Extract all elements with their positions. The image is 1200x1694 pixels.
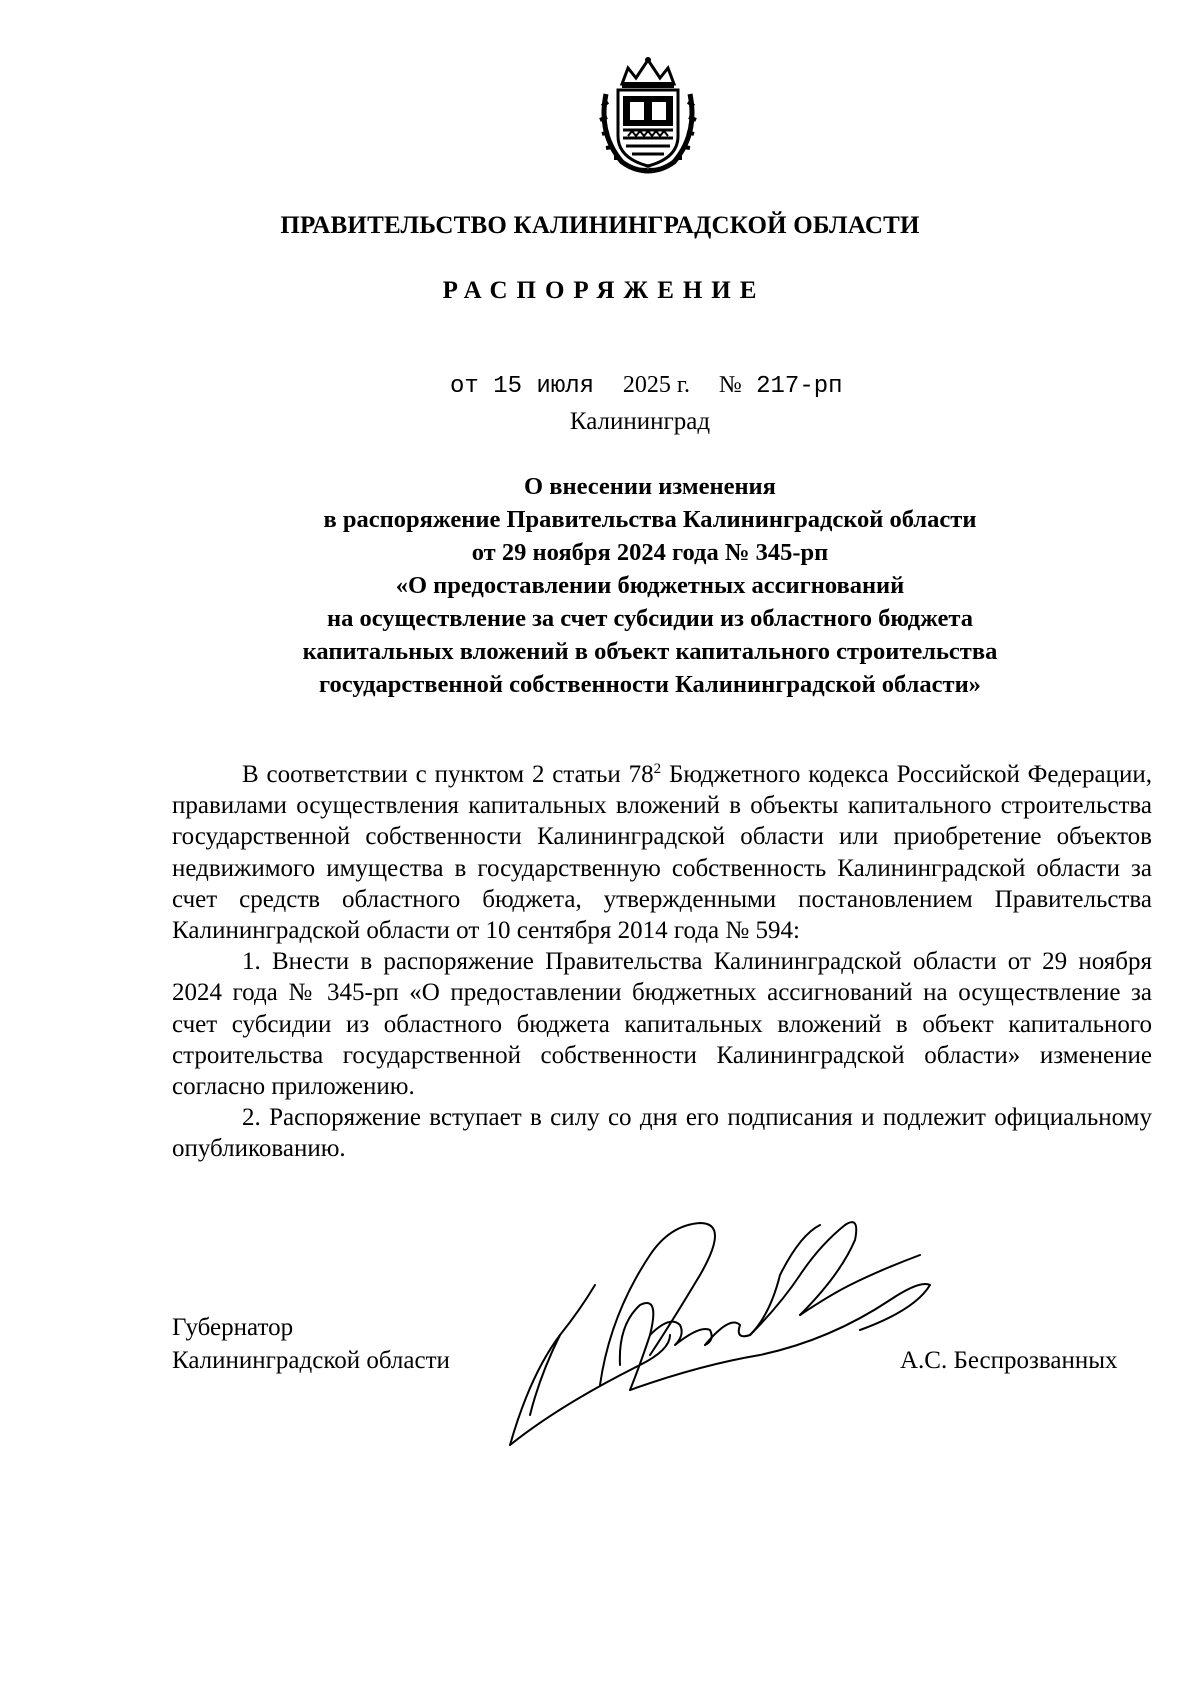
subject-line: государственной собственности Калининградской области» [319, 671, 981, 698]
date-prefix: от [450, 373, 479, 400]
subject-line: О внесении изменения [524, 473, 776, 500]
handwritten-signature [500, 1215, 980, 1460]
subject-line: «О предоставлении бюджетных ассигнований [395, 572, 905, 599]
document-number: 217-рп [756, 373, 843, 400]
subject-line: в распоряжение Правительства Калининградской области [323, 506, 977, 533]
number-sign: № [718, 372, 742, 398]
preamble-text-continued: Бюджетного кодекса Российской Федерации, правилами осуществления капитальных вложений в объекты капитального строительства государственной собственности Калининградской области или приобретение объектов недвижимого имущества в государственную собственность Калининградской области за счет средств областного бюджета, утвержденными постановлением Правительства Калининградской области от 10 сентября 2014 года № 594: [172, 761, 1152, 945]
document-body [172, 759, 1152, 1165]
preamble-text: В соответствии с пунктом 2 статьи 78 [242, 761, 654, 788]
subject-line: на осуществление за счет субсидии из областного бюджета [327, 605, 973, 632]
date-year: 2025 г. [622, 372, 690, 398]
organization-title: ПРАВИТЕЛЬСТВО КАЛИНИНГРАДСКОЙ ОБЛАСТИ [280, 212, 920, 239]
subject-line: капитальных вложений в объект капитального строительства [302, 638, 998, 665]
item-1-paragraph: 1. Внести в распоряжение Правительства Калининградской области от 29 ноября 2024 года № 345-рп «О предоставлении бюджетных ассигнований на осуществление за счет субсидии из областного бюджета капитальных вложений в объект капитального строительства государственной собственности Калининградской области» изменение согласно приложению. [172, 948, 1152, 1101]
date-day-month: 15 июля [493, 373, 595, 400]
signatory-name: А.С. Беспрозванных [900, 1347, 1118, 1374]
item-2-paragraph: 2. Распоряжение вступает в силу со дня его подписания и подлежит официальному опубликованию. [172, 1104, 1152, 1163]
document-date-line [450, 372, 843, 400]
preamble-paragraph [172, 759, 1152, 946]
coat-of-arms-icon [592, 54, 704, 176]
document-subject [240, 470, 1060, 701]
signatory-position [172, 1311, 450, 1377]
signatory-position-line: Калининградской области [172, 1347, 450, 1374]
document-type-heading: РАСПОРЯЖЕНИЕ [442, 277, 766, 304]
city-name: Калининград [569, 408, 711, 435]
subject-line: от 29 ноября 2024 года № 345-рп [471, 539, 829, 566]
signatory-position-line: Губернатор [172, 1314, 294, 1341]
article-superscript: 2 [653, 761, 662, 777]
